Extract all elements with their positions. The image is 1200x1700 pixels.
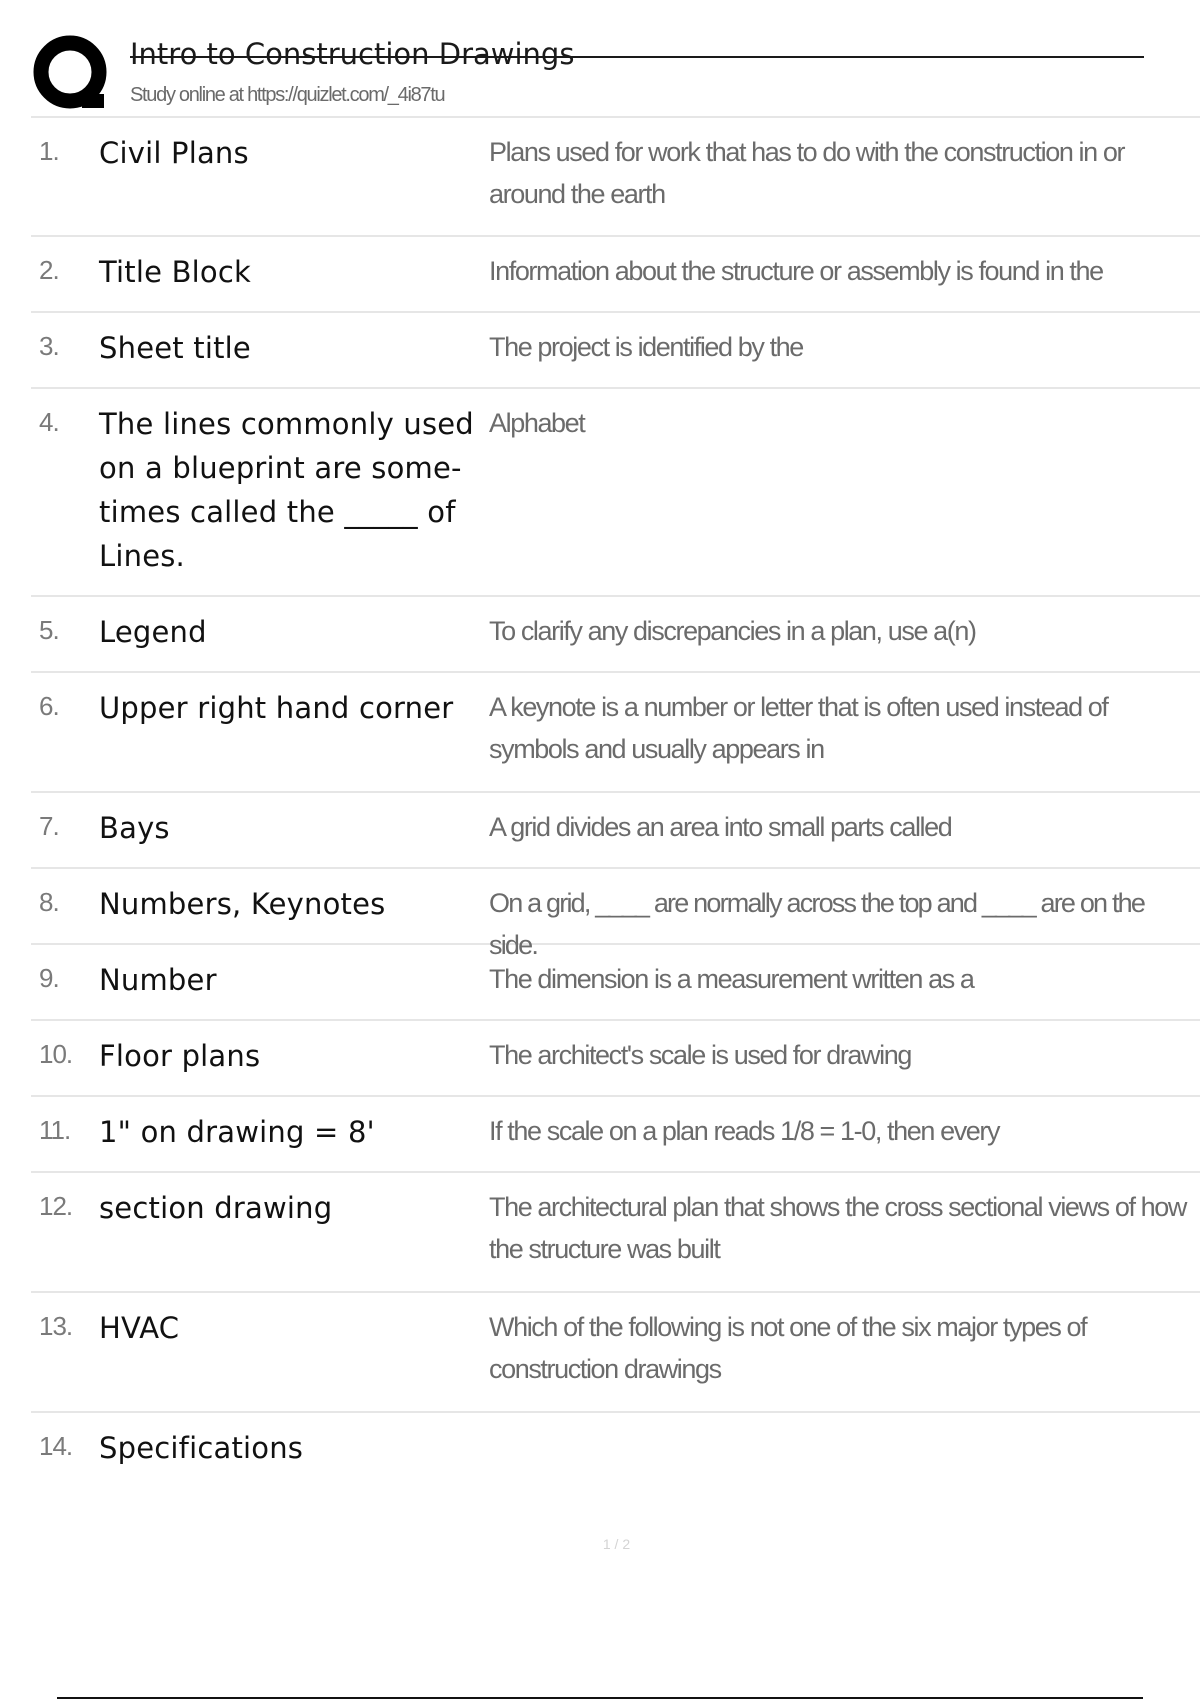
term-row (31, 1293, 1200, 1413)
term-number: 5. (39, 615, 59, 645)
term-row (31, 597, 1200, 673)
term-text: Upper right hand corner (99, 691, 454, 725)
term-number: 2. (39, 255, 59, 285)
term-text: section drawing (99, 1191, 333, 1225)
document-title: Intro to Construction Drawings (130, 37, 575, 71)
term-number: 6. (39, 691, 59, 721)
definition-text: The project is identified by the (489, 332, 803, 362)
quizlet-logo-icon (32, 34, 112, 114)
term-row (31, 1413, 1200, 1489)
term-row (31, 673, 1200, 793)
term-text: Sheet title (99, 331, 251, 365)
term-row (31, 313, 1200, 389)
definition-text: If the scale on a plan reads 1/8 = 1-0, then every (489, 1116, 1000, 1146)
definition-text: Information about the structure or assembly is found in the (489, 256, 1103, 286)
study-online-link-text: Study online at https://quizlet.com/_4i87tu (130, 84, 445, 106)
definition-text: The architect's scale is used for drawing (489, 1040, 911, 1070)
term-number: 3. (39, 331, 59, 361)
definition-text: Alphabet (489, 408, 585, 438)
term-text: Floor plans (99, 1039, 261, 1073)
term-number: 10. (39, 1039, 73, 1069)
term-row (31, 1097, 1200, 1173)
definition-text: To clarify any discrepancies in a plan, use a(n) (489, 616, 976, 646)
term-text: Numbers, Keynotes (99, 887, 386, 921)
term-text: Civil Plans (99, 136, 249, 170)
term-number: 11. (39, 1115, 71, 1145)
definition-text: On a grid, ____ are normally across the top and ____ are on the side. (489, 888, 1145, 960)
term-number: 9. (39, 963, 59, 993)
term-number: 12. (39, 1191, 73, 1221)
definition-text: Which of the following is not one of the six major types of construction drawings (489, 1312, 1087, 1384)
term-number: 14. (39, 1431, 73, 1461)
term-row (31, 118, 1200, 237)
term-number: 1. (39, 136, 59, 166)
term-row (31, 1021, 1200, 1097)
term-text: Specifications (99, 1431, 304, 1465)
term-number: 7. (39, 811, 59, 841)
definition-text: A keynote is a number or letter that is often used instead of symbols and usually appears in (489, 692, 1108, 764)
term-text: HVAC (99, 1311, 180, 1345)
term-row (31, 1173, 1200, 1293)
definition-text: Plans used for work that has to do with the construction in or around the earth (489, 137, 1125, 209)
term-number: 8. (39, 887, 59, 917)
terms-list (31, 116, 1200, 1489)
definition-text: The architectural plan that shows the cross sectional views of how the structure was built (489, 1192, 1186, 1264)
term-text: The lines commonly used on a blueprint are some-times called the _____ of Lines. (99, 407, 474, 573)
term-row (31, 237, 1200, 313)
title-strike-rule (130, 56, 1144, 58)
document-header (32, 30, 1144, 116)
term-row (31, 389, 1200, 597)
page-bottom-rule (57, 1697, 1143, 1699)
term-text: Number (99, 963, 217, 997)
term-text: Legend (99, 615, 207, 649)
term-row (31, 793, 1200, 869)
definition-text: The dimension is a measurement written as a (489, 964, 974, 994)
term-row (31, 869, 1200, 960)
page-number: 1 / 2 (602, 1536, 631, 1552)
term-number: 4. (39, 407, 59, 437)
definition-text: A grid divides an area into small parts called (489, 812, 952, 842)
term-text: Bays (99, 811, 170, 845)
term-text: Title Block (99, 255, 252, 289)
term-number: 13. (39, 1311, 73, 1341)
term-text: 1" on drawing = 8' (99, 1115, 375, 1149)
